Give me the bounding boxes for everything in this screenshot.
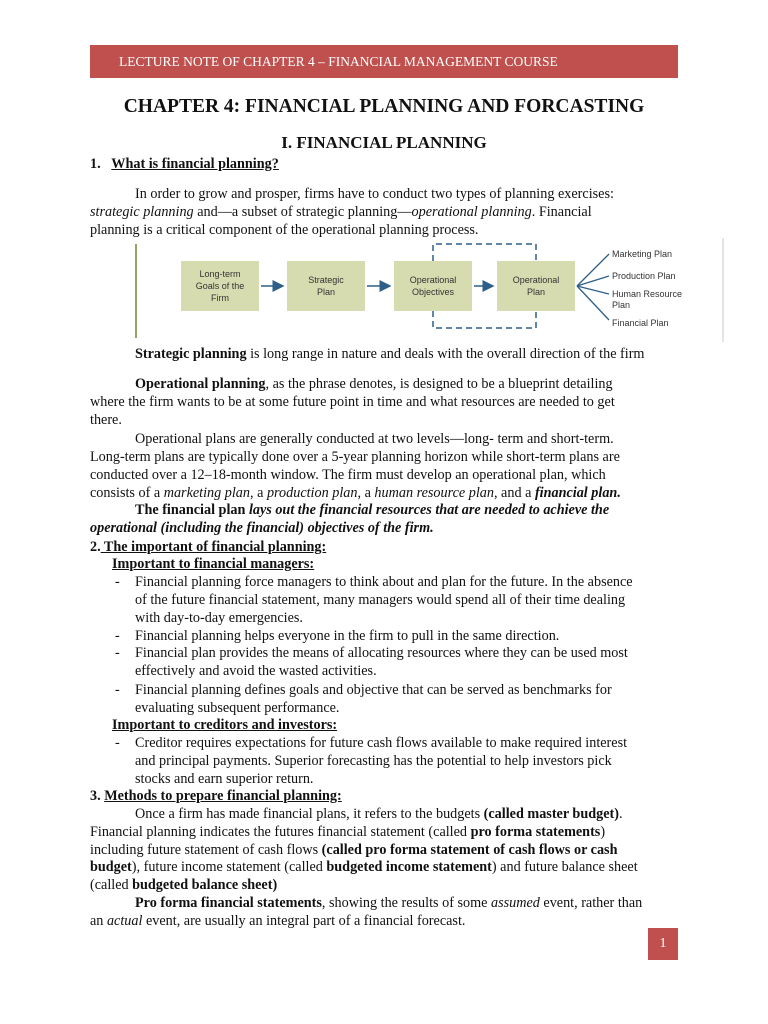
bullet-dash-1: -	[115, 574, 120, 590]
section-3-heading: 3. Methods to prepare financial planning:	[90, 788, 342, 804]
s3-p2-line2: an actual event, are usually an integral part of a financial forecast.	[90, 913, 466, 929]
bullet-1-line3: with day-to-day emergencies.	[135, 610, 303, 626]
s1-p1-line2: strategic planning and—a subset of strategic planning—operational planning. Financial	[90, 204, 592, 220]
box2-line2: Plan	[316, 287, 336, 297]
planning-diagram-svg	[135, 236, 725, 342]
strategic-planning-line: Strategic planning is long range in nature and deals with the overall direction of the firm	[135, 346, 645, 362]
box1-line2: Goals of the	[195, 281, 245, 291]
s3-p1-line3: including future statement of cash flows (called pro forma statement of cash flows or cash	[90, 842, 618, 858]
bullet-1-line2: of the future financial statement, many managers would spend all of their time dealing	[135, 592, 626, 608]
bullet-dash-4: -	[115, 682, 120, 698]
box4-line2: Plan	[526, 287, 546, 297]
plan-human-resource: Human Resource	[612, 289, 683, 299]
s3-p1-line1: Once a firm has made financial plans, it refers to the budgets (called master budget).	[135, 806, 623, 822]
dashed-loop-top	[433, 244, 536, 261]
dashed-loop-bottom	[433, 311, 536, 328]
bullet-dash-2: -	[115, 628, 120, 644]
sub-creditors-investors: Important to creditors and investors:	[112, 717, 338, 733]
header-bar	[90, 45, 678, 78]
s1-p1-line3: planning is a critical component of the operational planning process.	[90, 222, 479, 238]
sub-financial-managers: Important to financial managers:	[112, 556, 315, 572]
bullet-5-line2: and principal payments. Superior forecasting has the potential to help investors pick	[135, 753, 612, 769]
s3-p1-line2: Financial planning indicates the futures financial statement (called pro forma statements)	[90, 824, 606, 840]
fan-line-hr	[577, 286, 609, 294]
box1-line3: Firm	[211, 293, 229, 303]
levels-line3: conducted over a 12–18-month window. The firm must develop an operational plan, which	[90, 467, 606, 483]
s1-p1-line1: In order to grow and prosper, firms have to conduct two types of planning exercises:	[135, 186, 614, 202]
fplan-line1: The financial plan lays out the financial resources that are needed to achieve the	[135, 502, 610, 518]
box2-line1: Strategic	[308, 275, 344, 285]
box3-line2: Objectives	[411, 287, 455, 297]
bullet-2-line1: Financial planning helps everyone in the firm to pull in the same direction.	[135, 628, 560, 644]
bullet-5-line3: stocks and earn superior return.	[135, 771, 314, 787]
fplan-line2: operational (including the financial) objectives of the firm.	[90, 520, 434, 536]
header-text: LECTURE NOTE OF CHAPTER 4 – FINANCIAL MANAGEMENT COURSE	[119, 54, 558, 69]
operational-line1: Operational planning, as the phrase denotes, is designed to be a blueprint detailing	[135, 376, 613, 392]
levels-line1: Operational plans are generally conducted at two levels—long- term and short-term.	[135, 431, 614, 447]
plan-marketing: Marketing Plan	[612, 249, 673, 259]
section-1-heading: 1. What is financial planning?	[90, 156, 279, 172]
section-2-heading: 2. The important of financial planning:	[90, 539, 327, 555]
section-title: I. FINANCIAL PLANNING	[281, 133, 487, 152]
planning-diagram	[135, 236, 725, 342]
bullet-5-line1: Creditor requires expectations for future cash flows available to make required interest	[135, 735, 628, 751]
fan-line-financial	[577, 286, 609, 320]
plan-human-resource-2: Plan	[612, 300, 631, 310]
operational-line2: where the firm wants to be at some future point in time and what resources are needed to get	[90, 394, 615, 410]
box-operational-plan	[497, 261, 575, 311]
bullet-dash-3: -	[115, 645, 120, 661]
bullet-4-line2: evaluating subsequent performance.	[135, 700, 340, 716]
bullet-1-line1: Financial planning force managers to think about and plan for the future. In the absence	[135, 574, 633, 590]
box-strategic-plan	[287, 261, 365, 311]
bullet-dash-5: -	[115, 735, 120, 751]
box3-line1: Operational	[409, 275, 457, 285]
levels-line2: Long-term plans are typically done over a 5-year planning horizon while short-term plans are	[90, 449, 620, 465]
bullet-3-line1: Financial plan provides the means of allocating resources where they can be used most	[135, 645, 628, 661]
page-number: 1	[648, 928, 678, 960]
box1-line1: Long-term	[199, 269, 241, 279]
bullet-4-line1: Financial planning defines goals and objective that can be served as benchmarks for	[135, 682, 612, 698]
s3-p1-line4: budget), future income statement (called budgeted income statement) and future balance sheet	[90, 859, 638, 875]
operational-line3: there.	[90, 412, 122, 428]
box4-line1: Operational	[512, 275, 560, 285]
plan-production: Production Plan	[612, 271, 676, 281]
plan-financial: Financial Plan	[612, 318, 669, 328]
levels-line4: consists of a marketing plan, a production plan, a human resource plan, and a financial plan.	[90, 485, 621, 501]
s3-p2-line1: Pro forma financial statements, showing the results of some assumed event, rather than	[135, 895, 643, 911]
box-operational-objectives	[394, 261, 472, 311]
chapter-title: CHAPTER 4: FINANCIAL PLANNING AND FORCASTING	[123, 96, 645, 117]
s3-p1-line5: (called budgeted balance sheet)	[90, 877, 278, 893]
bullet-3-line2: effectively and avoid the wasted activities.	[135, 663, 377, 679]
